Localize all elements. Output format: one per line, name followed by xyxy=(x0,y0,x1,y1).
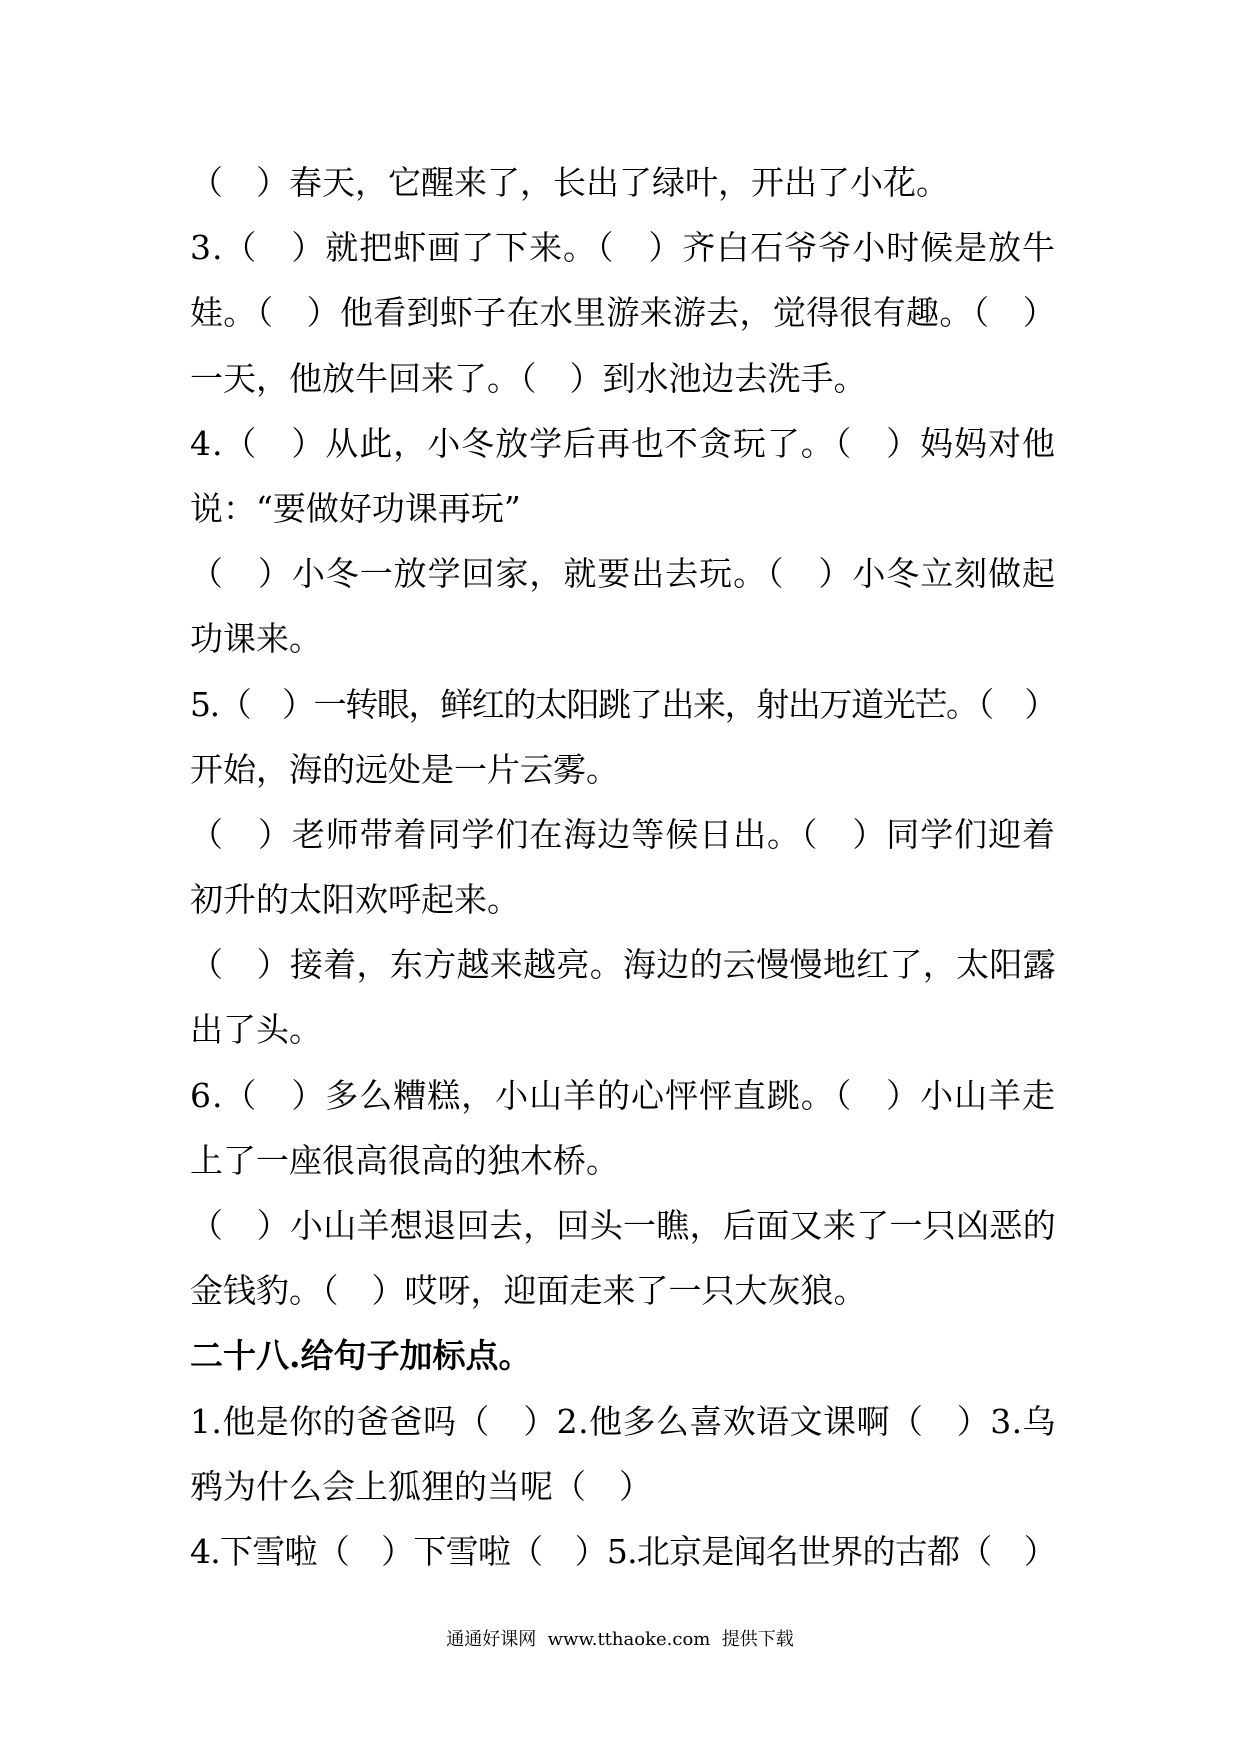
exercise-line: 1.他是你的爸爸吗（ ）2.他多么喜欢语文课啊（ ）3.乌 xyxy=(190,1401,1056,1441)
worksheet-content xyxy=(190,150,1056,1584)
exercise-line: 4.（ ）从此，小冬放学后再也不贪玩了。（ ）妈妈对他 xyxy=(190,423,1056,463)
exercise-line: 5.（ ）一转眼，鲜红的太阳跳了出来，射出万道光芒。（ ） xyxy=(190,684,1056,724)
exercise-line: 初升的太阳欢呼起来。 xyxy=(190,880,520,920)
footer-credit: 通通好课网 www.tthaoke.com 提供下载 xyxy=(446,1629,794,1650)
exercise-line: （ ）小山羊想退回去，回头一瞧，后面又来了一只凶恶的 xyxy=(190,1206,1056,1245)
exercise-line: 上了一座很高很高的独木桥。 xyxy=(190,1140,619,1180)
exercise-line: 功课来。 xyxy=(190,619,322,659)
exercise-line: 3.（ ）就把虾画了下来。（ ）齐白石爷爷小时候是放牛 xyxy=(190,228,1056,268)
exercise-line: 娃。（ ）他看到虾子在水里游来游去，觉得很有趣。（ ） xyxy=(190,293,1056,333)
exercise-line: 6.（ ）多么糟糕，小山羊的心怦怦直跳。（ ）小山羊走 xyxy=(190,1075,1056,1115)
exercise-line: 金钱豹。（ ）哎呀，迎面走来了一只大灰狼。 xyxy=(190,1271,867,1311)
exercise-line: （ ）小冬一放学回家，就要出去玩。（ ）小冬立刻做起 xyxy=(190,554,1056,594)
exercise-line: 出了头。 xyxy=(190,1010,322,1050)
exercise-line: 4.下雪啦（ ）下雪啦（ ）5.北京是闻名世界的古都（ ） xyxy=(190,1531,1056,1571)
section-title: 二十八.给句子加标点。 xyxy=(190,1336,532,1376)
exercise-line: （ ）接着，东方越来越亮。海边的云慢慢地红了，太阳露 xyxy=(190,945,1056,985)
exercise-line: 说：“要做好功课再玩” xyxy=(190,488,521,528)
exercise-line: 鸦为什么会上狐狸的当呢（ ） xyxy=(190,1466,652,1506)
exercise-line: （ ）老师带着同学们在海边等候日出。（ ）同学们迎着 xyxy=(190,814,1056,854)
exercise-line: 一天，他放牛回来了。（ ）到水池边去洗手。 xyxy=(190,358,867,398)
exercise-line: （ ）春天，它醒来了，长出了绿叶，开出了小花。 xyxy=(190,163,949,202)
exercise-line: 开始，海的远处是一片云雾。 xyxy=(190,749,619,789)
